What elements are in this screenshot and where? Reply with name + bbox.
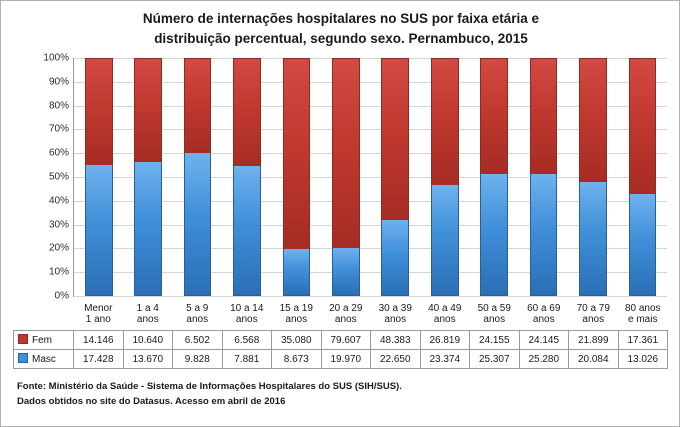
stacked-bar[interactable]: [629, 58, 657, 296]
bar-segment-fem[interactable]: [332, 58, 360, 248]
bar-segment-masc[interactable]: [431, 185, 459, 296]
table-cell: 13.026: [618, 350, 668, 369]
bar-segment-masc[interactable]: [233, 166, 261, 296]
bar-column[interactable]: [371, 58, 420, 296]
legend-entry-fem: Fem: [14, 331, 74, 350]
bar-segment-masc[interactable]: [134, 162, 162, 296]
stacked-bar[interactable]: [332, 58, 360, 296]
table-row: [14, 350, 668, 369]
y-axis-tick-label: 70%: [48, 123, 69, 135]
bar-segment-fem[interactable]: [431, 58, 459, 185]
bar-column[interactable]: [519, 58, 568, 296]
table-cell: 10.640: [123, 331, 173, 350]
gridline: [74, 296, 667, 297]
bar-column[interactable]: [420, 58, 469, 296]
table-cell: 17.361: [618, 331, 668, 350]
footnotes: [17, 379, 402, 409]
bar-column[interactable]: [568, 58, 617, 296]
bar-segment-masc[interactable]: [283, 249, 311, 296]
table-cell: 79.607: [321, 331, 371, 350]
bar-column[interactable]: [74, 58, 123, 296]
legend-swatch: [18, 334, 28, 344]
bar-segment-fem[interactable]: [134, 58, 162, 162]
legend-swatch: [18, 353, 28, 363]
stacked-bar[interactable]: [579, 58, 607, 296]
bar-column[interactable]: [222, 58, 271, 296]
x-axis-category-label: 15 a 19 anos: [279, 303, 313, 325]
footnote-source: Fonte: Ministério da Saúde - Sistema de Informações Hospitalares do SUS (SIH/SUS).: [17, 381, 402, 392]
bar-segment-masc[interactable]: [530, 174, 558, 296]
bar-column[interactable]: [618, 58, 667, 296]
y-axis-tick-label: 30%: [48, 219, 69, 231]
bar-column[interactable]: [123, 58, 172, 296]
table-cell: 19.970: [321, 350, 371, 369]
x-axis-category-label: 50 a 59 anos: [477, 303, 511, 325]
table-cell: 24.155: [470, 331, 520, 350]
bar-segment-fem[interactable]: [530, 58, 558, 174]
bar-segment-masc[interactable]: [381, 220, 409, 296]
bar-segment-fem[interactable]: [480, 58, 508, 174]
stacked-bar[interactable]: [431, 58, 459, 296]
bar-segment-fem[interactable]: [381, 58, 409, 220]
y-axis-tick-label: 100%: [43, 52, 69, 64]
stacked-bar[interactable]: [480, 58, 508, 296]
table-cell: 23.374: [420, 350, 470, 369]
x-axis-category-label: 5 a 9 anos: [186, 303, 209, 325]
plot-area: [43, 52, 667, 302]
x-axis-category-label: 10 a 14 anos: [230, 303, 264, 325]
x-axis-category-label: 1 a 4 anos: [136, 303, 159, 325]
table-cell: 26.819: [420, 331, 470, 350]
table-cell: 22.650: [371, 350, 421, 369]
stacked-bar[interactable]: [134, 58, 162, 296]
x-axis-category-label: 40 a 49 anos: [428, 303, 462, 325]
table-cell: 9.828: [173, 350, 223, 369]
bar-column[interactable]: [469, 58, 518, 296]
table-cell: 24.145: [519, 331, 569, 350]
stacked-bar[interactable]: [233, 58, 261, 296]
bar-segment-fem[interactable]: [184, 58, 212, 153]
table-cell: 20.084: [569, 350, 619, 369]
bar-segment-masc[interactable]: [184, 153, 212, 296]
category-axis-row: [14, 298, 668, 331]
table-cell: 7.881: [222, 350, 272, 369]
y-axis-tick-label: 20%: [48, 242, 69, 254]
stacked-bar[interactable]: [283, 58, 311, 296]
y-axis-tick-label: 60%: [48, 147, 69, 159]
x-axis-category-label: 20 a 29 anos: [329, 303, 363, 325]
table-cell: 8.673: [272, 350, 322, 369]
table-cell: 17.428: [74, 350, 124, 369]
bar-group: [74, 58, 667, 296]
chart-title-line-1: Número de internações hospitalares no SUS por faixa etária e: [142, 11, 540, 26]
table-cell: 6.568: [222, 331, 272, 350]
x-axis-category-label: Menor 1 ano: [84, 303, 113, 325]
table-cell: 21.899: [569, 331, 619, 350]
stacked-bar[interactable]: [381, 58, 409, 296]
table-cell: 35.080: [272, 331, 322, 350]
x-axis-category-label: 30 a 39 anos: [378, 303, 412, 325]
footnote-access: Dados obtidos no site do Datasus. Acesso em abril de 2016: [17, 396, 286, 407]
y-axis-tick-label: 40%: [48, 195, 69, 207]
x-axis-category-label: 70 a 79 anos: [576, 303, 610, 325]
table-cell: 6.502: [173, 331, 223, 350]
chart-title: [41, 9, 641, 49]
table-cell: 25.307: [470, 350, 520, 369]
y-axis-tick-label: 50%: [48, 171, 69, 183]
bar-segment-masc[interactable]: [579, 182, 607, 296]
y-axis-tick-label: 10%: [48, 266, 69, 278]
y-axis-tick-label: 0%: [54, 290, 69, 302]
table-cell: 48.383: [371, 331, 421, 350]
bar-segment-masc[interactable]: [629, 194, 657, 296]
bar-segment-fem[interactable]: [233, 58, 261, 166]
bar-column[interactable]: [272, 58, 321, 296]
table-cell: 14.146: [74, 331, 124, 350]
bar-segment-fem[interactable]: [283, 58, 311, 249]
y-axis-tick-label: 90%: [48, 76, 69, 88]
x-axis-category-label: 80 anos e mais: [624, 303, 661, 325]
x-axis-category-label: 60 a 69 anos: [527, 303, 561, 325]
stacked-bar[interactable]: [184, 58, 212, 296]
category-row-spacer: [14, 298, 74, 331]
chart-title-line-2: distribuição percentual, segundo sexo. Pernambuco, 2015: [154, 31, 528, 46]
bar-segment-fem[interactable]: [579, 58, 607, 182]
bar-segment-fem[interactable]: [629, 58, 657, 194]
bar-segment-fem[interactable]: [85, 58, 113, 165]
data-table: [13, 298, 668, 369]
table-cell: 25.280: [519, 350, 569, 369]
y-axis-tick-label: 80%: [48, 100, 69, 112]
bar-segment-masc[interactable]: [332, 248, 360, 296]
stacked-bar[interactable]: [85, 58, 113, 296]
bar-column[interactable]: [173, 58, 222, 296]
bar-column[interactable]: [321, 58, 370, 296]
table-cell: 13.670: [123, 350, 173, 369]
table-row: [14, 331, 668, 350]
legend-entry-masc: Masc: [14, 350, 74, 369]
bar-segment-masc[interactable]: [480, 174, 508, 296]
bar-segment-masc[interactable]: [85, 165, 113, 296]
stacked-bar[interactable]: [530, 58, 558, 296]
